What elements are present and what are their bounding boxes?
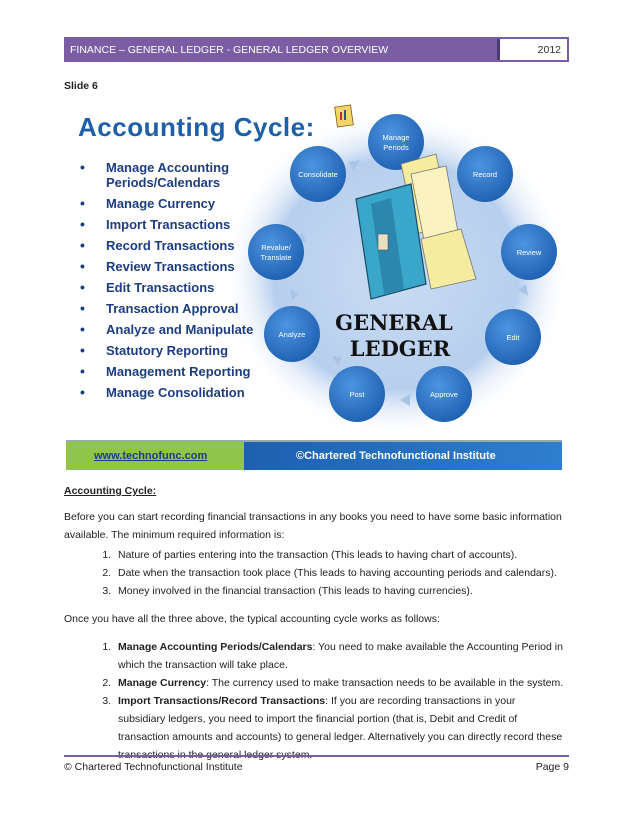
slide-bullet: • Edit Transactions: [80, 280, 281, 295]
requirements-list-block: [64, 546, 564, 600]
node-edit: [485, 309, 541, 365]
page-footer: [64, 755, 569, 773]
page-number: Page 9: [535, 761, 569, 773]
slide-bullet-list: [80, 160, 281, 406]
list-item: [114, 692, 564, 764]
list-item: 3. Money involved in the financial transaction (This leads to having currencies).: [114, 582, 564, 600]
steps-list: [64, 638, 564, 764]
step-term: Manage Currency: [118, 677, 207, 689]
slide-bullet: • Analyze and Manipulate: [80, 322, 281, 337]
slide-bullet: • Management Reporting: [80, 364, 281, 379]
node-consolidate: [290, 146, 346, 202]
node-label-analyze: Analyze: [278, 330, 306, 339]
step-term: Import Transactions/Record Transactions: [118, 695, 326, 707]
node-label-review: Review: [516, 248, 542, 257]
intro-paragraph: Before you can start recording financial transactions in any books you need to have some basic information available. The minimum required information is:: [64, 511, 562, 541]
node-label-record: Record: [472, 170, 498, 179]
cycle-intro-paragraph: Once you have all the three above, the typical accounting cycle works as follows:: [64, 613, 440, 625]
footer-copyright: © Chartered Technofunctional Institute: [64, 761, 243, 773]
section-heading: Accounting Cycle:: [64, 485, 157, 497]
node-label-translate: Translate: [260, 253, 292, 262]
slide-bullet: • Record Transactions: [80, 238, 281, 253]
node-label-edit: Edit: [506, 333, 520, 342]
node-label-post: Post: [349, 390, 365, 399]
node-post: [329, 366, 385, 422]
slide-bullet: • Manage Currency: [80, 196, 281, 211]
node-label-manage: Manage: [382, 133, 410, 142]
slide-label: Slide 6: [64, 80, 98, 92]
slide-footer: [66, 440, 562, 470]
slide-bullet: • Transaction Approval: [80, 301, 281, 316]
general-text: GENERAL: [335, 310, 453, 335]
steps-list-block: [64, 638, 564, 764]
list-item: [114, 638, 564, 674]
slide-bullet: • Statutory Reporting: [80, 343, 281, 358]
node-label-approve: Approve: [430, 390, 458, 399]
slide-bullet: • Manage Consolidation: [80, 385, 281, 400]
section-heading-block: [64, 482, 564, 500]
step-text: : The currency used to make transaction needs to be available in the system.: [206, 677, 564, 689]
slide-title: Accounting Cycle:: [78, 112, 315, 142]
node-label-revalue: Revalue/: [261, 243, 291, 252]
small-document-icon: [335, 105, 354, 127]
slide-bullet: • Manage Accounting Periods/Calendars: [80, 160, 281, 190]
page-header: [64, 37, 569, 62]
step-term: Manage Accounting Periods/Calendars: [118, 641, 313, 653]
step-text: : You need to make available the Accounting Period in which the transaction will take place.: [118, 641, 563, 671]
slide-bullet: • Import Transactions: [80, 217, 281, 232]
node-review: [501, 224, 557, 280]
header-title: FINANCE – GENERAL LEDGER - GENERAL LEDGER OVERVIEW: [70, 43, 389, 56]
ledger-text: LEDGER: [349, 336, 451, 361]
slide-image: [66, 104, 562, 470]
slide-copyright: ©Chartered Technofunctional Institute: [244, 442, 562, 470]
list-item: [114, 674, 564, 692]
requirements-list: [64, 546, 564, 600]
header-year: 2012: [497, 39, 567, 60]
node-label-periods: Periods: [383, 143, 409, 152]
list-item: 2. Date when the transaction took place (This leads to having accounting periods and calendars).: [114, 564, 564, 582]
list-item: 1. Nature of parties entering into the transaction (This leads to having chart of accounts).: [114, 546, 564, 564]
node-approve: [416, 366, 472, 422]
slide-bullet: • Review Transactions: [80, 259, 281, 274]
slide-website: www.technofunc.com: [66, 442, 244, 470]
node-record: [457, 146, 513, 202]
step-text: : If you are recording transactions in your subsidiary ledgers, you need to import the financial portion (that is, Debit and Credit of transaction amounts and accounts) to general ledger. Alternatively you can directly record these transactions in the general ledger system.: [118, 695, 563, 761]
node-label-consolidate: Consolidate: [298, 170, 338, 179]
